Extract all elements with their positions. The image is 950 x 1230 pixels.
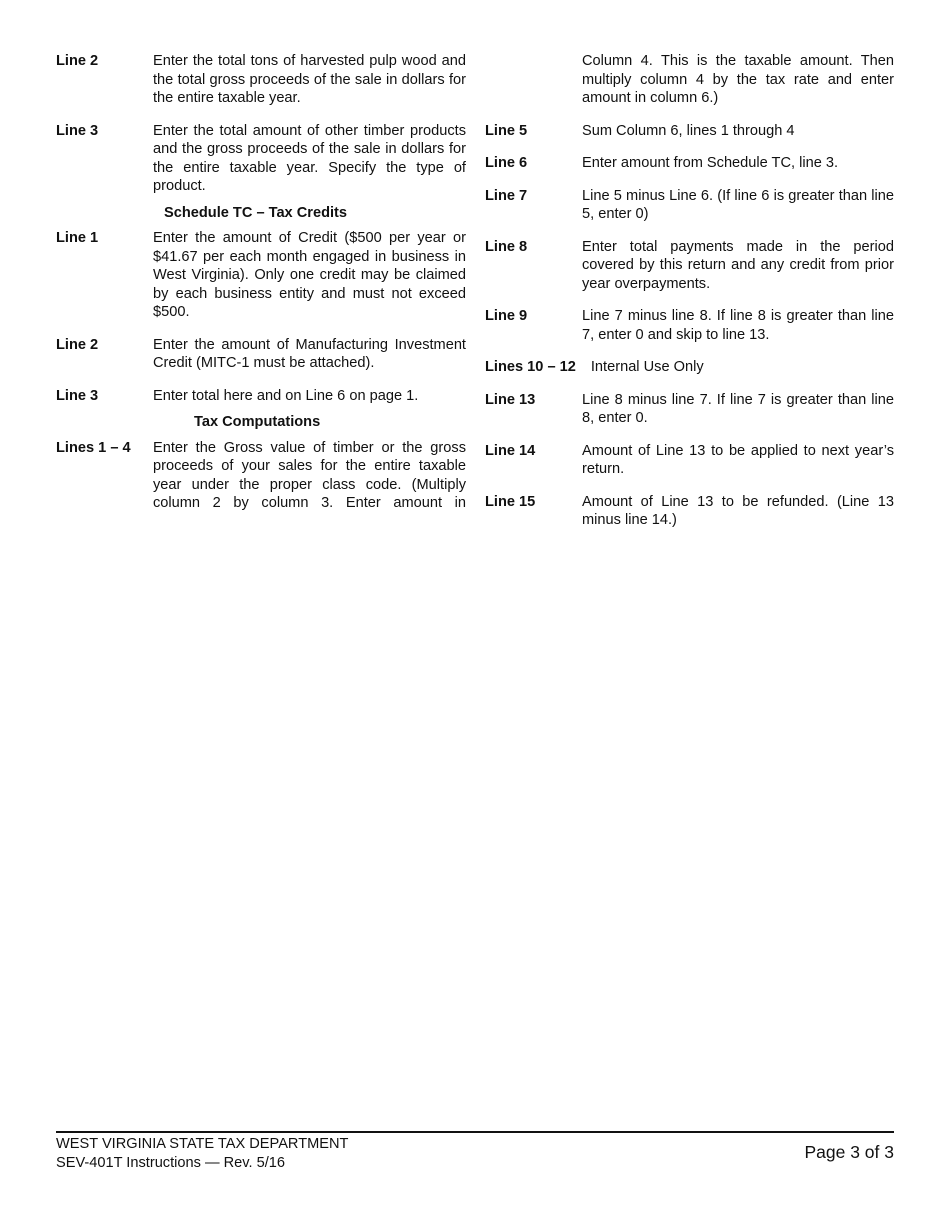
entry-label: Line 5 [485,122,528,139]
entry-text: Amount of Line 13 to be applied to next year’s return. [582,442,894,477]
footer-agency: WEST VIRGINIA STATE TAX DEPARTMENT [56,1136,349,1152]
entry-label: Line 15 [485,493,536,510]
entry-line-13 [485,391,894,428]
entry-label: Line 7 [485,187,528,204]
entry-label: Line 2 [56,336,99,353]
entry-label: Line 1 [56,230,99,246]
entry-text: Enter the amount of Manufacturing Investment Credit (MITC-1 must be attached). [153,336,466,371]
entry-label: Line 2 [56,53,99,69]
tax-computations-heading: Tax Computations [194,414,321,430]
entry-text: Line 7 minus line 8. If line 8 is greater than line 7, enter 0 and skip to line 13. [582,308,894,343]
entry-label: Line 8 [485,238,528,255]
entry-label: Line 9 [485,308,528,324]
right-column [485,52,894,544]
entry-tc-line-3 [56,387,466,406]
entry-text: Line 8 minus line 7. If line 7 is greater than line 8, enter 0. [582,391,894,426]
left-column [56,52,466,527]
entry-label: Line 13 [485,391,536,408]
entry-line-8 [485,238,894,294]
entry-line-15 [485,493,894,530]
entry-line-14 [485,442,894,479]
entry-line-9 [485,307,894,344]
entry-label: Line 3 [56,387,99,404]
entry-line-2 [56,52,466,108]
entry-text: Amount of Line 13 to be refunded. (Line 13 minus line 14.) [582,493,894,528]
footer-form-id: SEV-401T Instructions — Rev. 5/16 [56,1155,286,1171]
entry-line-3 [56,122,466,196]
entry-label: Line 3 [56,122,99,139]
entry-label: Line 14 [485,442,536,459]
entry-line-6 [485,154,894,173]
entry-text: Enter amount from Schedule TC, line 3. [582,155,839,171]
entry-text: Enter the total amount of other timber products and the gross proceeds of the sale in dollars for the entire taxable year. Specify the type of product. [153,122,466,194]
entry-text: Enter the amount of Credit ($500 per year or $41.67 per each month engaged in business in West Virginia). Only one credit may be claimed by each business entity and must not exceed $500. [153,230,466,320]
entry-text: Enter total here and on Line 6 on page 1. [153,387,419,404]
schedule-tc-heading: Schedule TC – Tax Credits [164,204,348,221]
entry-text: Internal Use Only [590,359,704,375]
entry-label: Line 6 [485,155,528,171]
entry-label: Lines 10 – 12 [485,359,576,375]
entry-tc-line-1 [56,229,466,322]
entry-tc-line-2 [56,336,466,373]
entry-line-5 [485,122,894,141]
entry-label: Lines 1 – 4 [56,439,131,456]
entry-text: Enter the total tons of harvested pulp wood and the total gross proceeds of the sale in dollars for the entire taxable year. [153,53,466,106]
footer-divider [56,1131,894,1133]
entry-text: Enter total payments made in the period covered by this return and any credit from prior year overpayments. [582,238,894,292]
footer-left [56,1135,348,1173]
entry-lines-10-12 [485,358,894,377]
entry-text: Line 5 minus Line 6. (If line 6 is greater than line 5, enter 0) [582,187,894,222]
entry-text: Enter the Gross value of timber or the gross proceeds of your sales for the entire taxable year under the proper class code. (Multiply column 2 by column 3. Enter amount in [153,439,466,511]
page-number: Page 3 of 3 [804,1142,894,1162]
entry-text: Sum Column 6, lines 1 through 4 [582,122,795,139]
tax-computations-continuation: Column 4. This is the taxable amount. Then multiply column 4 by the tax rate and enter amount in column 6.) [582,53,894,106]
entry-line-7 [485,187,894,224]
entry-lines-1-4 [56,439,466,513]
